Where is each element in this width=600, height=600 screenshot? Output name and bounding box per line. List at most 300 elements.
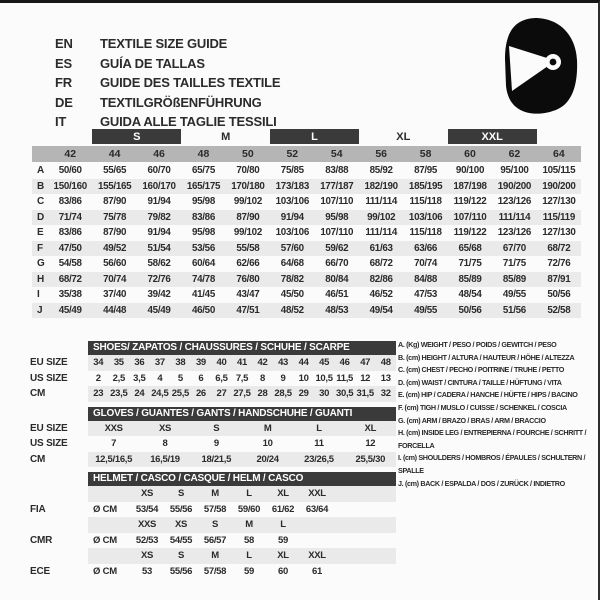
measurement-value: 68/72 xyxy=(58,273,82,285)
measurement-value: 55/58 xyxy=(236,242,260,254)
legend-item: C. (cm) CHEST / PECHO / POITRINE / TRUHE / PETTO xyxy=(398,365,564,375)
helmet-size-value: L xyxy=(280,519,286,530)
helmet-table-row xyxy=(30,548,396,564)
measurement-value: 115/119 xyxy=(542,211,575,223)
measurement-value: 49/55 xyxy=(502,289,526,300)
measurement-value: 52/58 xyxy=(547,304,571,316)
row-values-band xyxy=(88,452,396,468)
row-values-band xyxy=(88,371,396,387)
measurement-value: 95/100 xyxy=(500,165,529,176)
glove-size-value: 18/21,5 xyxy=(201,453,232,465)
helmet-size-value: 58 xyxy=(244,534,254,546)
measurement-value: 103/106 xyxy=(275,227,309,238)
measurement-value: 45/50 xyxy=(280,289,304,300)
measurement-value: 76/80 xyxy=(236,273,260,285)
measurement-value: 127/130 xyxy=(542,227,576,238)
helmet-size-value: 61 xyxy=(312,565,322,577)
shoe-size-value: 24,5 xyxy=(151,388,169,399)
measurement-value: 107/110 xyxy=(320,196,354,207)
measurement-value: 64/68 xyxy=(280,258,304,269)
size-group-header-row xyxy=(32,129,581,144)
helmet-size-value: 54/55 xyxy=(169,534,193,546)
glove-size-value: XL xyxy=(364,422,377,434)
helmet-size-value: S xyxy=(177,488,185,499)
measurement-value: 71/75 xyxy=(502,258,526,269)
row-letter: H xyxy=(37,273,45,285)
legend-item: H. (cm) INSIDE LEG / ENTREPIERNA / FOURCHE / SCHRITT / FORCELLA xyxy=(398,428,587,450)
guide-title: GUIDA ALLE TAGLIE TESSILI xyxy=(100,114,277,129)
measurement-value: 160/170 xyxy=(142,180,176,192)
measurement-value: 61/63 xyxy=(369,242,393,254)
shoe-size-value: 32 xyxy=(380,388,391,399)
measurement-value: 190/200 xyxy=(497,180,532,192)
legend-item: B. (cm) HEIGHT / ALTURA / HAUTEUR / HÖHE / ALTEZZA xyxy=(398,352,575,362)
legend-item: I. (cm) SHOULDERS / HOMBROS / ÉPAULES / SCHULTERN / SPALLE xyxy=(398,453,586,475)
guide-title: TEXTILGRÖßENFÜHRUNG xyxy=(100,94,262,110)
language-code: FR xyxy=(55,75,72,90)
shoe-size-value: 46 xyxy=(339,357,350,368)
numeric-size-label: 64 xyxy=(553,148,565,160)
shoe-size-value: 30 xyxy=(319,388,330,399)
row-label: EU SIZE xyxy=(30,422,68,434)
numeric-size-label: 56 xyxy=(375,148,387,160)
measurement-value: 60/64 xyxy=(191,258,215,269)
row-label: US SIZE xyxy=(30,438,68,449)
row-values-band xyxy=(88,355,396,371)
language-code: DE xyxy=(55,94,73,110)
measurement-value: 87/91 xyxy=(547,273,571,285)
standard-label xyxy=(30,517,88,533)
measurement-value: 123/126 xyxy=(497,196,532,207)
diameter-unit-label: Ø CM xyxy=(93,565,118,577)
row-letter: G xyxy=(37,258,45,269)
row-label: EU SIZE xyxy=(30,357,68,368)
shoe-size-value: 12 xyxy=(360,372,371,384)
measurement-row xyxy=(32,179,581,195)
glove-size-value: 20/24 xyxy=(256,453,279,465)
accessory-tables xyxy=(30,341,396,579)
measurement-value: 187/198 xyxy=(453,180,487,192)
measurement-value: 70/80 xyxy=(236,165,260,176)
measurement-value: 43/47 xyxy=(236,289,260,300)
measurement-value: 55/65 xyxy=(103,165,127,176)
helmet-table-row xyxy=(30,486,396,502)
helmet-size-value: 59 xyxy=(244,565,254,577)
band-filler xyxy=(334,548,396,564)
measurement-value: 115/118 xyxy=(409,227,442,238)
measurement-row xyxy=(32,210,581,226)
shoe-size-value: 13 xyxy=(380,372,391,384)
helmet-size-value: 55/56 xyxy=(169,503,193,515)
measurement-value: 185/195 xyxy=(408,180,443,192)
language-code: IT xyxy=(55,114,67,129)
shoe-size-value: 26 xyxy=(195,388,206,399)
measurement-value: 150/160 xyxy=(53,180,87,192)
measurement-value: 90/100 xyxy=(455,165,485,176)
helmet-size-value xyxy=(300,517,334,533)
helmet-size-value: L xyxy=(246,488,252,499)
shoe-size-value: 23 xyxy=(93,388,104,399)
standard-label: CMR xyxy=(30,534,53,546)
measurement-value: 47/50 xyxy=(58,242,82,254)
helmet-size-value: S xyxy=(211,519,219,530)
measurement-value: 68/72 xyxy=(369,258,393,269)
measurement-value: 83/86 xyxy=(58,196,82,207)
row-values-band xyxy=(88,486,396,502)
row-values-band xyxy=(88,421,396,437)
shoe-size-value: 5 xyxy=(177,372,183,384)
helmet-table-row xyxy=(30,502,396,518)
measurement-value: 71/74 xyxy=(58,211,82,223)
helmet-size-value: 55/56 xyxy=(169,565,193,577)
language-title-block xyxy=(55,34,280,132)
shoe-size-value: 48 xyxy=(380,357,391,368)
shoe-size-value: 37 xyxy=(154,357,165,368)
shoe-size-value: 9 xyxy=(280,372,286,384)
helmet-size-value: 60 xyxy=(278,565,288,577)
row-letter: J xyxy=(37,304,43,316)
measurement-value: 48/54 xyxy=(458,289,482,300)
measurement-value: 190/200 xyxy=(542,180,576,192)
helmet-size-value: 53/54 xyxy=(135,503,159,515)
measurement-value: 95/98 xyxy=(325,211,349,223)
measurement-value: 74/78 xyxy=(191,273,215,285)
measurement-value: 85/92 xyxy=(369,165,393,176)
standard-label: ECE xyxy=(30,565,50,577)
edge-spacer xyxy=(48,129,92,144)
measurement-value: 83/86 xyxy=(58,227,82,238)
measurement-row xyxy=(32,194,581,210)
measurement-value: 50/56 xyxy=(547,289,571,300)
shoe-size-value: 31,5 xyxy=(356,388,374,399)
language-row xyxy=(55,54,280,74)
shoe-size-value: 4 xyxy=(157,372,163,384)
measurement-row xyxy=(32,287,581,303)
shoe-size-value: 25,5 xyxy=(171,388,190,399)
measurement-value: 46/50 xyxy=(191,304,215,316)
language-code: EN xyxy=(55,36,73,51)
band-filler xyxy=(334,564,396,580)
measurement-value: 39/42 xyxy=(147,289,171,300)
helmet-size-value: XXS xyxy=(137,519,157,530)
glove-size-value: 10 xyxy=(262,438,273,449)
helmet-size-value: L xyxy=(246,550,252,561)
row-values-band xyxy=(88,548,396,564)
measurement-value: 58/62 xyxy=(147,258,171,269)
row-values-band xyxy=(88,533,396,549)
shoe-size-value: 45 xyxy=(319,357,330,368)
language-row xyxy=(55,93,280,113)
size-group-label: XL xyxy=(396,130,411,143)
measurement-value: 48/53 xyxy=(325,304,349,316)
measurement-value: 63/66 xyxy=(414,242,438,254)
row-letter: B xyxy=(37,180,45,192)
measurement-value: 182/190 xyxy=(364,180,398,192)
shoe-size-value: 2 xyxy=(95,372,101,384)
glove-size-value: XXS xyxy=(104,422,123,434)
glove-size-value: 8 xyxy=(162,438,168,449)
guide-title: TEXTILE SIZE GUIDE xyxy=(100,36,228,51)
gloves-table-header: GLOVES / GUANTES / GANTS / HANDSCHUHE / GUANTI xyxy=(88,407,396,421)
measurement-row xyxy=(32,225,581,241)
shoe-size-value: 24 xyxy=(134,388,145,399)
glove-size-value: 12 xyxy=(365,438,376,449)
measurement-value: 170/180 xyxy=(231,180,265,192)
size-group-label: M xyxy=(221,130,231,143)
legend-item: D. (cm) WAIST / CINTURA / TAILLE / HÜFTUNG / VITA xyxy=(398,377,562,387)
helmet-size-value: XS xyxy=(140,550,154,561)
measurement-row xyxy=(32,256,581,272)
measurement-value: 91/94 xyxy=(147,196,171,207)
legend-item: E. (cm) HIP / CADERA / HANCHE / HÜFTE / HIPS / BACINO xyxy=(398,390,578,400)
measurement-value: 91/94 xyxy=(280,211,304,223)
measurement-value: 46/52 xyxy=(369,289,393,300)
guide-title: GUÍA DE TALLAS xyxy=(100,55,205,71)
shoe-size-value: 11,5 xyxy=(336,372,354,384)
glove-size-value: M xyxy=(263,422,272,434)
helmet-size-value: XS xyxy=(174,519,188,530)
glove-size-value: XS xyxy=(158,422,172,434)
helmet-table-row xyxy=(30,517,396,533)
band-filler xyxy=(334,502,396,518)
shoe-size-value: 40 xyxy=(216,357,227,368)
shoe-size-value: 6,5 xyxy=(215,372,228,384)
row-values-band xyxy=(88,436,396,452)
measurement-value: 165/175 xyxy=(186,180,221,192)
shoe-size-value: 7,5 xyxy=(235,372,249,384)
measurement-value: 99/102 xyxy=(233,196,262,207)
shoe-size-value: 28 xyxy=(257,388,268,399)
row-values-band xyxy=(88,386,396,402)
measurement-value: 87/90 xyxy=(236,211,260,223)
band-filler xyxy=(334,533,396,549)
measurement-value: 79/82 xyxy=(147,211,171,223)
numeric-size-label: 60 xyxy=(464,148,476,160)
numeric-size-label: 42 xyxy=(64,148,77,160)
measurement-value: 80/84 xyxy=(325,273,349,285)
measurement-value: 66/70 xyxy=(325,258,349,269)
measurement-value: 111/114 xyxy=(365,227,398,238)
measurement-value: 56/60 xyxy=(103,258,127,269)
main-size-table xyxy=(32,129,581,318)
glove-size-value: 16,5/19 xyxy=(150,453,180,465)
shoe-size-value: 27 xyxy=(216,388,227,399)
measurement-value: 45/49 xyxy=(58,304,82,316)
measurement-value: 71/75 xyxy=(458,258,482,269)
helmet-size-value: 59/60 xyxy=(237,503,261,515)
standard-label xyxy=(30,548,88,564)
shoe-size-value: 47 xyxy=(360,357,371,368)
measurement-row xyxy=(32,303,581,319)
measurement-value: 65/75 xyxy=(191,165,215,176)
row-letter: C xyxy=(37,196,45,207)
measurement-value: 83/88 xyxy=(325,165,349,176)
shoe-size-value: 10 xyxy=(298,372,309,384)
measurement-value: 87/90 xyxy=(103,227,127,238)
shoe-size-value: 23,5 xyxy=(110,388,128,399)
shoe-size-value: 38 xyxy=(175,357,186,368)
diameter-unit-label xyxy=(88,517,130,533)
measurement-value: 115/118 xyxy=(409,196,442,207)
helmet-size-value: 57/58 xyxy=(203,503,227,515)
measurement-value: 123/126 xyxy=(497,227,532,238)
glove-size-value: 7 xyxy=(111,438,117,449)
helmet-size-value: 56/57 xyxy=(203,534,227,546)
measurement-value: 47/51 xyxy=(236,304,260,316)
row-letter: E xyxy=(37,227,44,238)
shoes-table-row xyxy=(30,386,396,402)
size-group-label: S xyxy=(92,129,181,144)
helmet-table-row xyxy=(30,564,396,580)
numeric-size-label: 48 xyxy=(197,148,210,160)
measurement-value: 50/60 xyxy=(58,165,82,176)
measurement-legend xyxy=(398,339,598,490)
measurement-value: 44/48 xyxy=(103,304,127,316)
helmet-icon xyxy=(483,15,583,119)
measurement-value: 54/58 xyxy=(58,258,82,269)
measurement-value: 65/68 xyxy=(458,242,482,254)
helmet-table-row xyxy=(30,533,396,549)
measurement-row xyxy=(32,272,581,288)
helmet-size-value: S xyxy=(177,550,185,561)
diameter-unit-label xyxy=(88,548,130,564)
size-group-label: L xyxy=(270,129,359,144)
numeric-size-label: 46 xyxy=(153,148,165,160)
gloves-table-row xyxy=(30,421,396,437)
helmet-size-value: M xyxy=(211,488,219,499)
measurement-value: 99/102 xyxy=(367,211,396,223)
legend-item: J. (cm) BACK / ESPALDA / DOS / ZURÜCK / INDIETRO xyxy=(398,478,565,488)
measurement-value: 105/115 xyxy=(542,165,576,176)
shoes-table-row xyxy=(30,355,396,371)
letter-column-spacer xyxy=(32,146,48,162)
measurement-value: 103/106 xyxy=(275,196,309,207)
helmet-size-value: M xyxy=(245,519,253,530)
glove-size-value: 23/26,5 xyxy=(304,453,334,465)
row-values-band xyxy=(88,517,396,533)
glove-size-value: 12,5/16,5 xyxy=(95,453,133,465)
shoe-size-value: 2,5 xyxy=(112,372,125,384)
measurement-value: 107/110 xyxy=(320,227,354,238)
helmet-size-value: XXL xyxy=(308,488,326,499)
measurement-value: 75/85 xyxy=(280,165,304,176)
helmet-size-value: 61/62 xyxy=(271,503,295,515)
letter-column-spacer xyxy=(32,129,48,144)
row-letter: I xyxy=(37,289,40,300)
measurement-value: 62/66 xyxy=(236,258,260,269)
measurement-value: 48/52 xyxy=(280,304,304,316)
language-code: ES xyxy=(55,55,72,71)
helmet-size-value: XS xyxy=(140,488,154,499)
measurement-value: 41/45 xyxy=(191,289,215,300)
row-label: CM xyxy=(30,453,46,465)
numeric-size-label: 50 xyxy=(242,148,254,160)
measurement-value: 83/86 xyxy=(191,211,215,223)
measurement-value: 87/95 xyxy=(414,165,438,176)
measurement-value: 45/49 xyxy=(147,304,171,316)
helmet-size-value: 59 xyxy=(278,534,288,546)
shoe-size-value: 43 xyxy=(278,357,289,368)
row-values-band xyxy=(88,502,396,518)
diameter-unit-label xyxy=(88,486,130,502)
measurement-row xyxy=(32,241,581,257)
measurement-value: 53/56 xyxy=(191,242,215,254)
helmet-table-header: HELMET / CASCO / CASQUE / HELM / CASCO xyxy=(88,472,396,486)
helmet-size-value: XL xyxy=(277,550,289,561)
measurement-value: 51/56 xyxy=(502,304,526,316)
measurement-value: 51/54 xyxy=(147,242,171,254)
row-label: CM xyxy=(30,388,46,399)
gloves-table-row xyxy=(30,436,396,452)
measurement-value: 50/56 xyxy=(458,304,482,316)
glove-size-value: 9 xyxy=(213,438,219,449)
measurement-value: 95/98 xyxy=(191,227,215,238)
diameter-unit-label: Ø CM xyxy=(93,503,118,515)
shoes-table-row xyxy=(30,371,396,387)
measurement-value: 127/130 xyxy=(542,196,576,207)
measurement-value: 49/52 xyxy=(103,242,127,254)
measurement-value: 59/62 xyxy=(325,242,349,254)
row-values-band xyxy=(88,564,396,580)
legend-item: G. (cm) ARM / BRAZO / BRAS / ARM / BRACCIO xyxy=(398,415,546,425)
measurement-value: 87/90 xyxy=(103,196,127,207)
band-filler xyxy=(334,486,396,502)
shoe-size-value: 30,5 xyxy=(335,388,354,399)
helmet-size-value xyxy=(300,533,334,549)
measurement-value: 173/183 xyxy=(275,180,309,192)
measurement-value: 91/94 xyxy=(147,227,171,238)
size-group-label: XXL xyxy=(448,129,537,144)
helmet-size-value: 57/58 xyxy=(203,565,227,577)
measurement-value: 46/51 xyxy=(325,289,349,300)
numeric-size-label: 58 xyxy=(419,148,432,160)
shoe-size-value: 36 xyxy=(134,357,145,368)
measurement-value: 67/70 xyxy=(502,242,526,254)
row-letter: D xyxy=(37,211,45,223)
shoe-size-value: 42 xyxy=(257,357,268,368)
helmet-size-value: XL xyxy=(277,488,289,499)
guide-title: GUIDE DES TAILLES TEXTILE xyxy=(100,75,281,90)
measurement-value: 111/114 xyxy=(498,211,531,223)
shoe-size-value: 3,5 xyxy=(133,372,146,384)
row-letter: A xyxy=(37,165,45,176)
measurement-value: 72/76 xyxy=(147,273,171,285)
measurement-value: 70/74 xyxy=(103,273,127,285)
measurement-value: 35/38 xyxy=(58,289,82,300)
measurement-value: 119/122 xyxy=(453,227,487,238)
language-row xyxy=(55,34,280,54)
shoe-size-value: 6 xyxy=(198,372,204,384)
measurement-value: 85/89 xyxy=(458,273,482,285)
helmet-size-value: 52/53 xyxy=(135,534,159,546)
measurement-value: 107/110 xyxy=(453,211,487,223)
measurement-value: 75/78 xyxy=(103,211,127,223)
diameter-unit-label: Ø CM xyxy=(93,534,118,546)
measurement-value: 68/72 xyxy=(547,242,571,254)
measurement-value: 57/60 xyxy=(280,242,304,254)
numeric-size-header-row xyxy=(32,146,581,162)
gloves-table-row xyxy=(30,452,396,468)
measurement-value: 155/165 xyxy=(97,180,132,192)
numeric-size-label: 52 xyxy=(286,148,299,160)
measurement-value: 85/89 xyxy=(502,273,526,285)
measurement-value: 82/86 xyxy=(369,273,393,285)
measurement-value: 111/114 xyxy=(365,196,398,207)
glove-size-value: 25,5/30 xyxy=(355,453,386,465)
shoe-size-value: 28,5 xyxy=(274,388,292,399)
shoe-size-value: 8 xyxy=(260,372,265,384)
row-letter: F xyxy=(37,242,44,254)
